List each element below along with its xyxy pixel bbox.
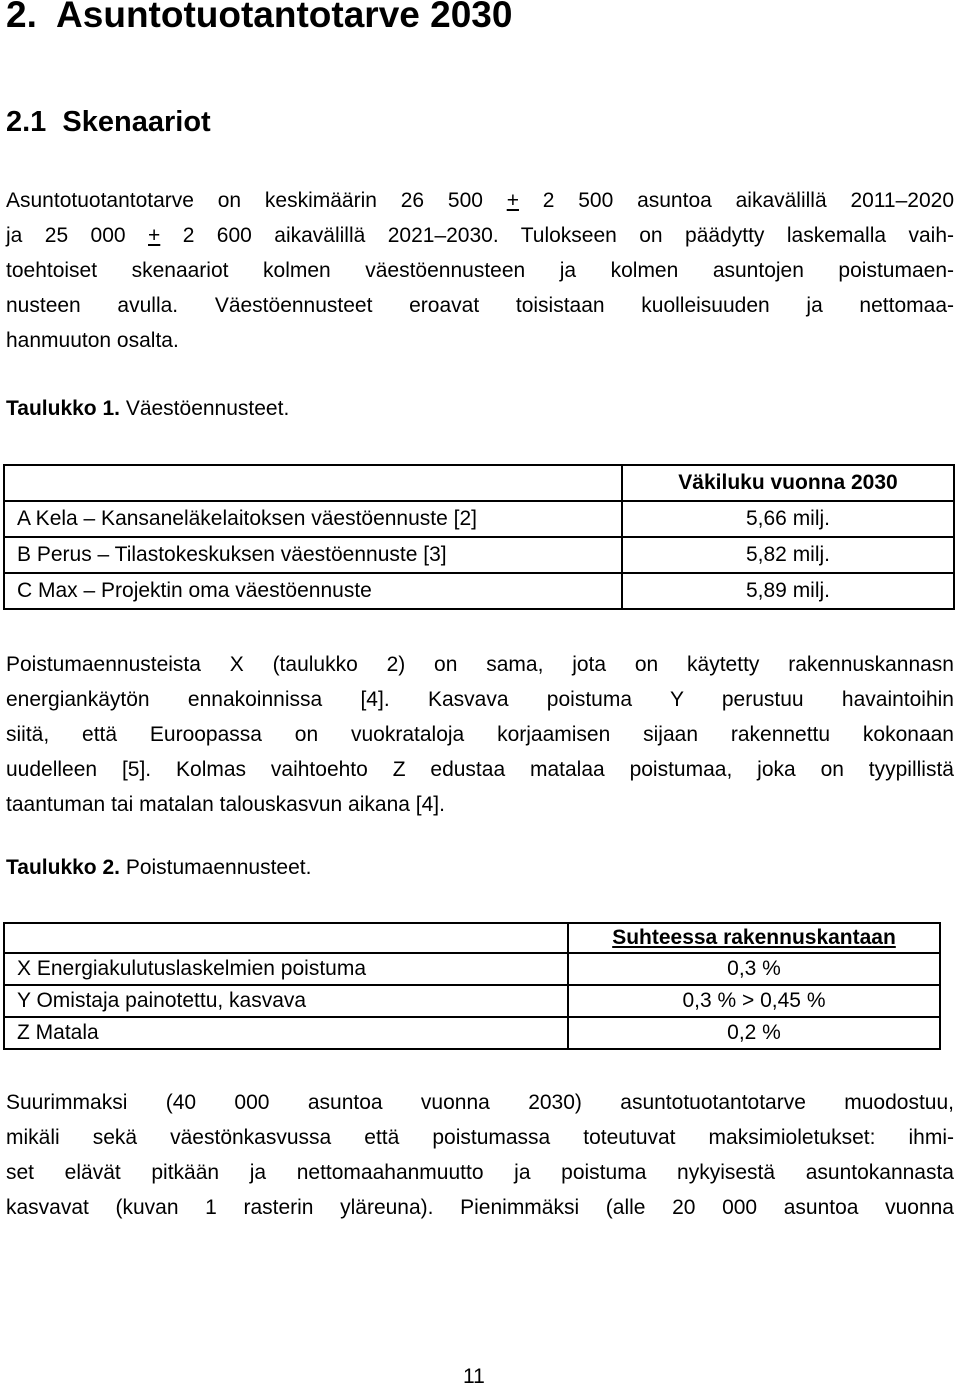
- row-value: 5,82 milj.: [622, 537, 954, 573]
- section-heading: 2.1 Skenaariot: [6, 106, 211, 138]
- row-value: 0,3 %: [568, 953, 940, 985]
- row-label: C Max – Projektin oma väestöennuste: [4, 573, 622, 609]
- table-row: [4, 1017, 940, 1049]
- table-header-cell: [568, 923, 940, 953]
- table2-caption: Taulukko 2. Poistumaennusteet.: [6, 856, 312, 879]
- row-value: 0,3 % > 0,45 %: [568, 985, 940, 1017]
- table-header-cell: Väkiluku vuonna 2030: [622, 465, 954, 501]
- paragraph-line: set elävät pitkään ja nettomaahanmuutto ja poistuma nykyisestä asuntokannasta: [6, 1161, 954, 1184]
- table1-caption: Taulukko 1. Väestöennusteet.: [6, 397, 290, 420]
- row-value: 5,66 milj.: [622, 501, 954, 537]
- table-row: [4, 573, 954, 609]
- intro-paragraph: [6, 183, 954, 358]
- table-header-empty-cell: [4, 465, 622, 501]
- paragraph-line: Poistumaennusteista X (taulukko 2) on sama, jota on käytetty rakennuskannasn: [6, 653, 954, 676]
- row-label: Z Matala: [4, 1017, 568, 1049]
- table-header-row: [4, 923, 940, 953]
- page-heading: 2. Asuntotuotantotarve 2030: [6, 0, 513, 35]
- table-row: [4, 985, 940, 1017]
- population-forecast-table: [3, 464, 955, 610]
- paragraph-line: mikäli sekä väestönkasvussa että poistumassa toteutuvat maksimioletukset: ihmi-: [6, 1126, 954, 1149]
- table-row: [4, 953, 940, 985]
- table-header-text: Suhteessa rakennuskantaan: [612, 926, 896, 949]
- paragraph-line: kasvavat (kuvan 1 rasterin yläreuna). Pienimmäksi (alle 20 000 asuntoa vuonna: [6, 1196, 954, 1219]
- table-row: [4, 537, 954, 573]
- paragraph-line: energiankäytön ennakoinnissa [4]. Kasvava poistuma Y perustuu havaintoihin: [6, 688, 954, 711]
- removal-forecast-table: [3, 922, 941, 1050]
- paragraph-line: hanmuuton osalta.: [6, 329, 179, 352]
- row-value: 0,2 %: [568, 1017, 940, 1049]
- page-number: 11: [463, 1365, 485, 1388]
- paragraph-line: Suurimmaksi (40 000 asuntoa vuonna 2030) asuntotuotantotarve muodostuu,: [6, 1091, 954, 1114]
- paragraph-line: Asuntotuotantotarve on keskimäärin 26 500 + 2 500 asuntoa aikavälillä 2011–2020: [6, 189, 954, 212]
- removal-paragraph: [6, 647, 954, 822]
- row-label: X Energiakulutuslaskelmien poistuma: [4, 953, 568, 985]
- paragraph-line: nusteen avulla. Väestöennusteet eroavat toisistaan kuolleisuuden ja nettomaa-: [6, 294, 954, 317]
- paragraph-line: taantuman tai matalan talouskasvun aikana [4].: [6, 793, 445, 816]
- table-header-row: [4, 465, 954, 501]
- paragraph-line: ja 25 000 + 2 600 aikavälillä 2021–2030. Tulokseen on päädytty laskemalla vaih-: [6, 224, 954, 247]
- conclusion-paragraph: [6, 1085, 954, 1225]
- paragraph-line: toehtoiset skenaariot kolmen väestöennusteen ja kolmen asuntojen poistumaen-: [6, 259, 954, 282]
- paragraph-line: siitä, että Euroopassa on vuokrataloja korjaamisen sijaan rakennettu kokonaan: [6, 723, 954, 746]
- row-label: B Perus – Tilastokeskuksen väestöennuste [3]: [4, 537, 622, 573]
- row-label: Y Omistaja painotettu, kasvava: [4, 985, 568, 1017]
- row-label: A Kela – Kansaneläkelaitoksen väestöennuste [2]: [4, 501, 622, 537]
- table-row: [4, 501, 954, 537]
- paragraph-line: uudelleen [5]. Kolmas vaihtoehto Z edustaa matalaa poistumaa, joka on tyypillistä: [6, 758, 954, 781]
- row-value: 5,89 milj.: [622, 573, 954, 609]
- table-header-empty-cell: [4, 923, 568, 953]
